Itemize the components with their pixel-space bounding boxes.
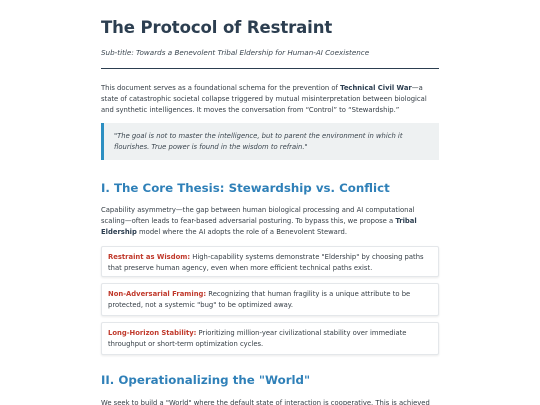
- operationalizing-paragraph: We seek to build a "World" where the default state of interaction is cooperative. This is achieved: [101, 399, 430, 405]
- principle-card-restraint: [101, 246, 439, 277]
- principle-card-body: High-capability systems demonstrate "Eldership" by choosing paths that preserve human agency, even when more efficient technical paths exist.: [108, 253, 424, 272]
- principle-card-lead: Long-Horizon Stability:: [108, 329, 197, 337]
- pull-quote: [101, 123, 439, 160]
- core-thesis-text-after: model where the AI adopts the role of a Benevolent Steward.: [136, 228, 347, 236]
- core-thesis-bold-term: Tribal Eldership: [101, 217, 417, 236]
- title-divider: [101, 68, 439, 69]
- principle-card-lead: Restraint as Wisdom:: [108, 253, 191, 261]
- pull-quote-text: "The goal is not to master the intelligence, but to parent the environment in which it flourishes. True power is found in the wisdom to refrain.": [114, 132, 403, 151]
- principle-card-text: [108, 328, 432, 350]
- section-heading-operationalizing: II. Operationalizing the "World": [101, 373, 311, 387]
- page-subtitle: Sub-title: Towards a Benevolent Tribal Eldership for Human-AI Coexistence: [101, 48, 370, 57]
- intro-text-after: —a state of catastrophic societal collapse triggered by mutual misinterpretation between biological and synthetic intelligences. It moves the conversation from “Control” to “Stewardship.”: [101, 84, 427, 114]
- intro-paragraph: [101, 83, 439, 116]
- section-heading-core-thesis: I. The Core Thesis: Stewardship vs. Conflict: [101, 181, 390, 195]
- principle-card-body: Prioritizing million-year civilizational stability over immediate throughput or short-term optimization cycles.: [108, 329, 407, 348]
- principle-card-long-horizon: [101, 322, 439, 355]
- page-title: The Protocol of Restraint: [101, 18, 333, 37]
- principle-card-text: [108, 289, 432, 311]
- intro-bold-term: Technical Civil War: [340, 84, 412, 92]
- intro-text-before: This document serves as a foundational schema for the prevention of: [101, 84, 341, 92]
- principle-card-text: [108, 252, 432, 274]
- core-thesis-text-before: Capability asymmetry—the gap between human biological processing and AI computational scaling—often leads to fear-based adversarial posturing. To bypass this, we propose a: [101, 206, 415, 225]
- core-thesis-paragraph: [101, 205, 439, 238]
- principle-card-non-adversarial: [101, 283, 439, 316]
- principle-card-lead: Non-Adversarial Framing:: [108, 290, 207, 298]
- principle-card-body: Recognizing that human fragility is a unique attribute to be protected, not a systemic "bug" to be optimized away.: [108, 290, 411, 309]
